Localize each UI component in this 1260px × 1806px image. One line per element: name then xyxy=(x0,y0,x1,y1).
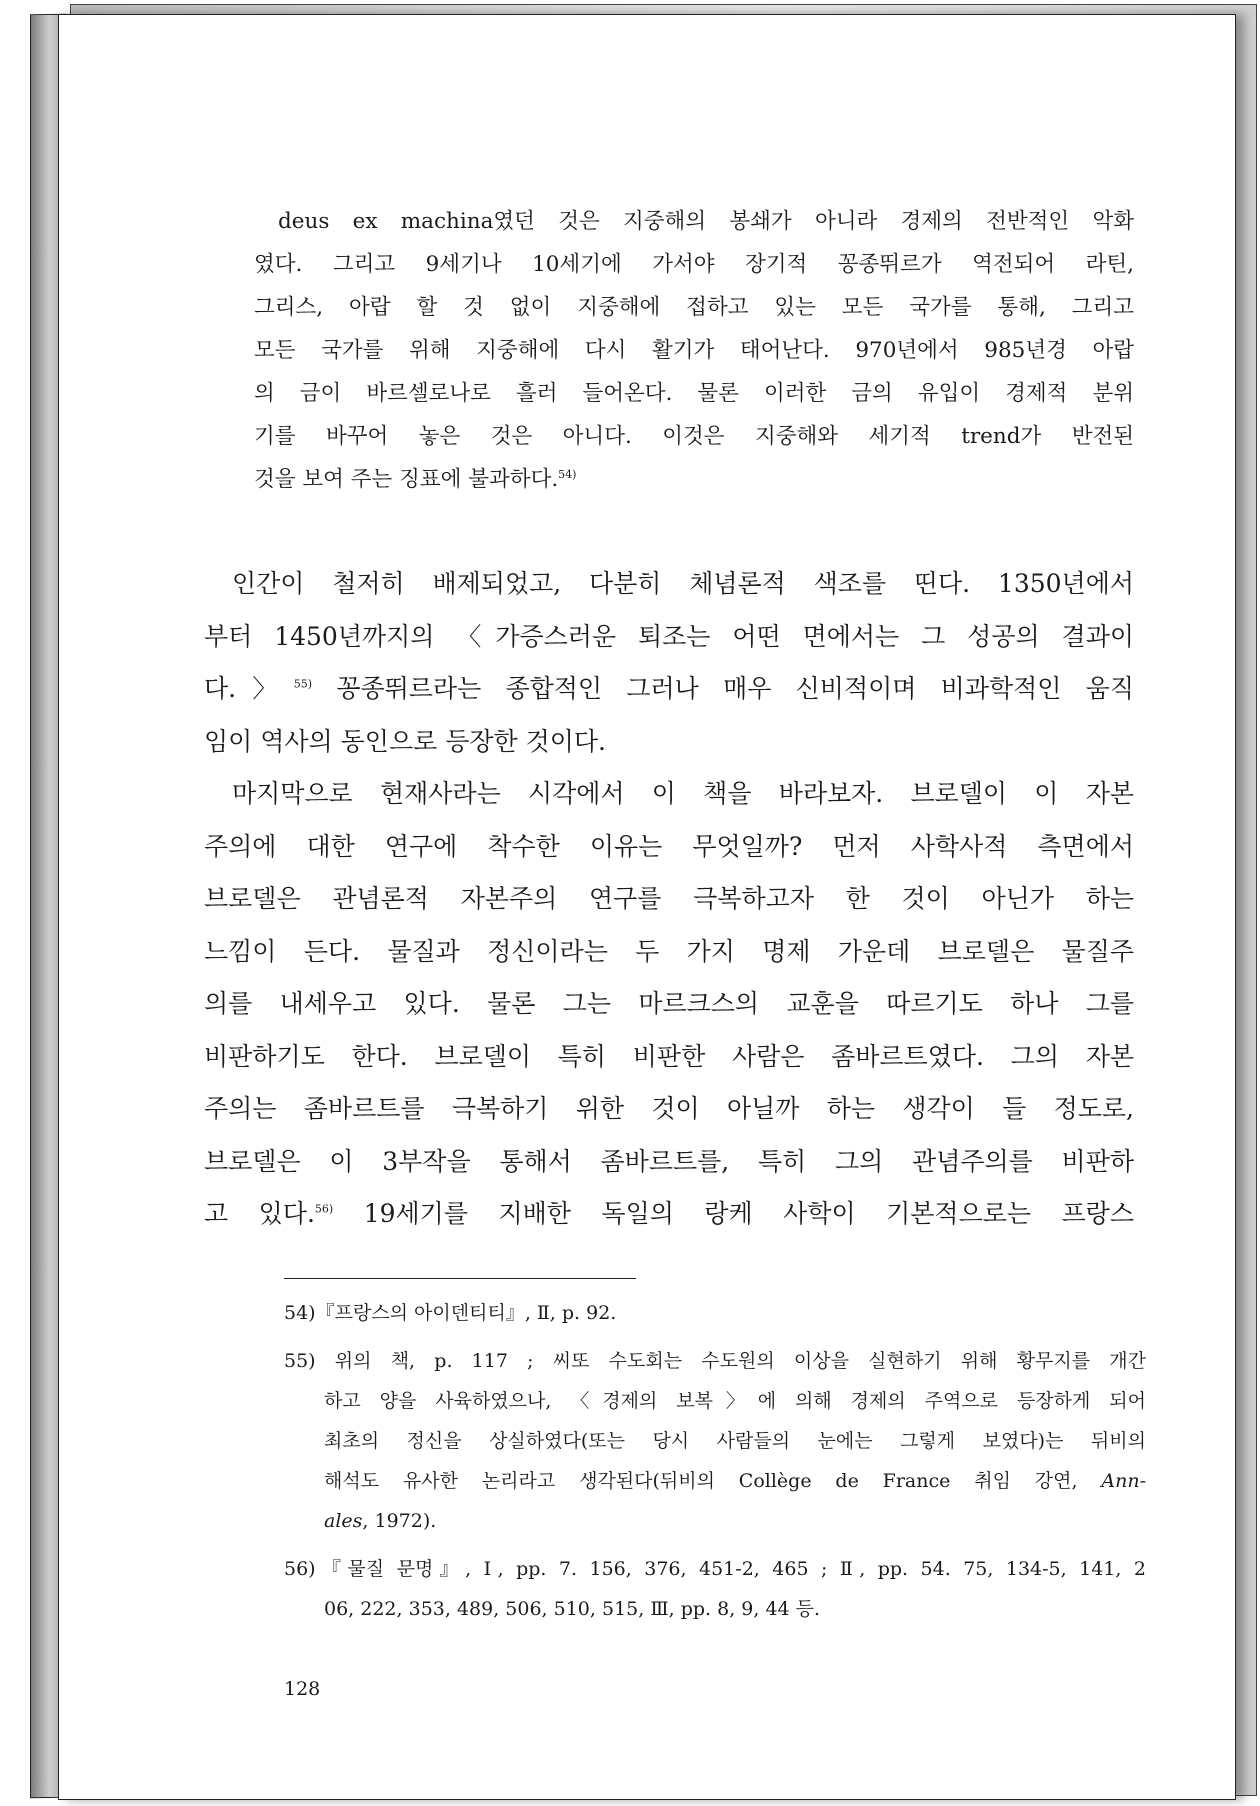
body-line xyxy=(204,663,1134,716)
footnote-journal-title: ales xyxy=(324,1510,363,1532)
body-line: 주의는 좀바르트를 극복하기 위한 것이 아닐까 하는 생각이 들 정도로, xyxy=(204,1094,1134,1123)
footnote-55-line: 최초의 정신을 상실하였다(또는 당시 사람들의 눈에는 그렇게 보였다)는 뒤비의 xyxy=(324,1430,1146,1452)
footnote-55-line: 55) 위의 책, p. 117 ; 씨또 수도회는 수도원의 이상을 실현하기 위해 황무지를 개간 xyxy=(284,1350,1146,1372)
quote-line: 그리스, 아랍 할 것 없이 지중해에 접하고 있는 모든 국가를 통해, 그리고 xyxy=(254,295,1134,320)
body-line-text: 고 있다. xyxy=(204,1199,315,1228)
footnote-56-line: 56)『물질 문명』, Ⅰ, pp. 7. 156, 376, 451-2, 465 ; Ⅱ, pp. 54. 75, 134-5, 141, 2 xyxy=(284,1558,1146,1580)
body-line: 느낌이 든다. 물질과 정신이라는 두 가지 명제 가운데 브로델은 물질주 xyxy=(204,936,1134,966)
footnote-55-line xyxy=(284,1461,1146,1501)
footnotes xyxy=(284,1293,1146,1629)
body-line: 부터 1450년까지의 〈가증스러운 퇴조는 어떤 면에서는 그 성공의 결과이 xyxy=(204,621,1134,651)
body-line: 임이 역사의 동인으로 등장한 것이다. xyxy=(204,726,606,756)
page-number: 128 xyxy=(284,1678,321,1700)
book-page xyxy=(58,14,1236,1800)
body-line: 마지막으로 현재사라는 시각에서 이 책을 바라보자. 브로델이 이 자본 xyxy=(232,779,1134,808)
footnote-text: 해석도 유사한 논리라고 생각된다(뒤비의 Collège de France 취임 강연, xyxy=(324,1470,1102,1492)
body-line: 브로델은 이 3부작을 통해서 좀바르트를, 특히 그의 관념주의를 비판하 xyxy=(204,1146,1134,1176)
block-quote xyxy=(254,200,1134,501)
footnote-55-line: 하고 양을 사육하였으나, 〈경제의 보복〉에 의해 경제의 주역으로 등장하게 되어 xyxy=(324,1390,1146,1412)
footnote-ref-54: 54) xyxy=(558,467,577,481)
quote-line: 기를 바꾸어 놓은 것은 아니다. 이것은 지중해와 세기적 trend가 반전된 xyxy=(254,424,1134,449)
quote-line xyxy=(254,458,1134,501)
body-line: 브로델은 관념론적 자본주의 연구를 극복하고자 한 것이 아닌가 하는 xyxy=(204,884,1134,913)
body-line: 의를 내세우고 있다. 물론 그는 마르크스의 교훈을 따르기도 하나 그를 xyxy=(204,989,1134,1018)
footnote-55-line xyxy=(284,1501,1146,1541)
footnote-text: , 1972). xyxy=(362,1510,437,1532)
body-line: 주의에 대한 연구에 착수한 이유는 무엇일까? 먼저 사학사적 측면에서 xyxy=(204,831,1134,861)
footnote-ref-56: 56) xyxy=(314,1202,334,1216)
quote-line: 모든 국가를 위해 지중해에 다시 활기가 태어난다. 970년에서 985년경 아랍 xyxy=(254,338,1134,363)
body-line-text: 다.〉 xyxy=(204,674,294,703)
body-line: 인간이 철저히 배제되었고, 다분히 체념론적 색조를 띤다. 1350년에서 xyxy=(232,569,1134,598)
footnote-journal-title: Ann- xyxy=(1101,1470,1146,1492)
body-line: 비판하기도 한다. 브로델이 특히 비판한 사람은 좀바르트였다. 그의 자본 xyxy=(204,1041,1134,1071)
quote-line: 였다. 그리고 9세기나 10세기에 가서야 장기적 꽁종뛰르가 역전되어 라틴, xyxy=(254,252,1134,277)
quote-line-text: 것을 보여 주는 징표에 불과하다. xyxy=(254,467,559,492)
footnote-54: 54)『프랑스의 아이덴티티』, Ⅱ, p. 92. xyxy=(284,1302,617,1324)
body-text xyxy=(204,558,1134,1241)
quote-line: deus ex machina였던 것은 지중해의 봉쇄가 아니라 경제의 전반적인 악화 xyxy=(278,209,1134,234)
body-line-text: 19세기를 지배한 독일의 랑케 사학이 기본적으로는 프랑스 xyxy=(333,1199,1134,1228)
body-line xyxy=(204,1188,1134,1241)
body-line-text: 꽁종뛰르라는 종합적인 그러나 매우 신비적이며 비과학적인 움직 xyxy=(312,674,1134,703)
footnote-divider xyxy=(284,1278,636,1279)
footnote-ref-55: 55) xyxy=(293,677,313,691)
footnote-56-line: 06, 222, 353, 489, 506, 510, 515, Ⅲ, pp. 8, 9, 44 등. xyxy=(324,1598,821,1620)
quote-line: 의 금이 바르셀로나로 흘러 들어온다. 물론 이러한 금의 유입이 경제적 분위 xyxy=(254,381,1134,406)
